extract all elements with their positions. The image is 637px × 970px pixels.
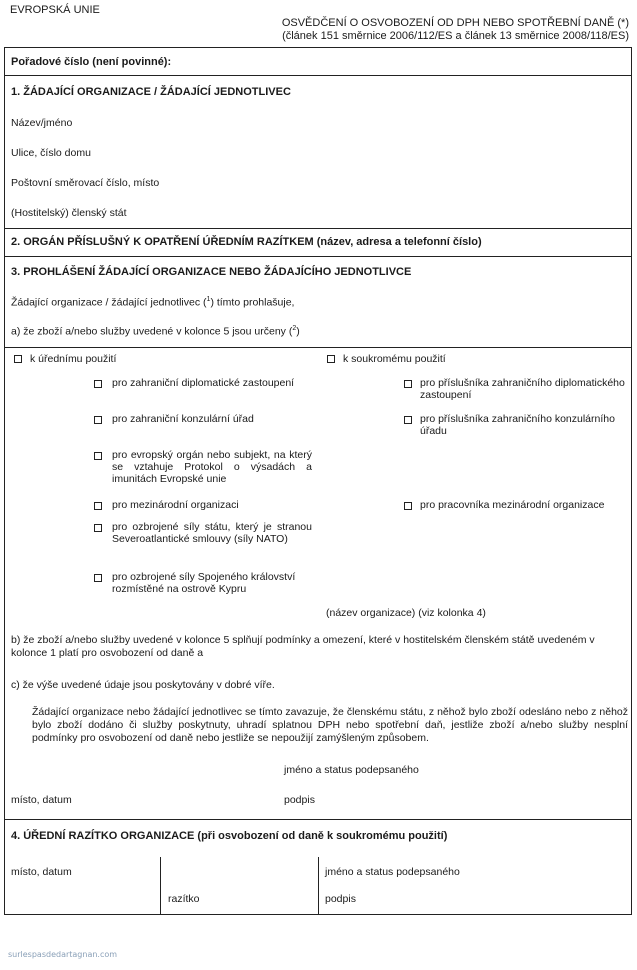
official-use-label: k úřednímu použití	[30, 353, 117, 365]
street-field-label: Ulice, číslo domu	[11, 147, 91, 159]
clause-c: c) že výše uvedené údaje jsou poskytovány v dobré víře.	[11, 679, 275, 691]
private-use-checkbox[interactable]	[327, 355, 335, 363]
undertaking-text: Žádající organizace nebo žádající jednotlivec se tímto zavazuje, že členskému státu, z něhož bylo zboží odesláno nebo z něhož bylo zboží dodáno či služby poskytnuty, uhradí splatnou DPH nebo spotřební daň, jestliže zboží a/nebo služby nesplní podmínky pro osvobození od daně nebo jestliže se nepoužijí zamýšleným způsobem.	[32, 706, 628, 744]
member-state-field-label: (Hostitelský) členský stát	[11, 207, 127, 219]
organization-name-note: (název organizace) (viz kolonka 4)	[326, 607, 486, 619]
section-3-title: 3. PROHLÁŠENÍ ŽÁDAJÍCÍ ORGANIZACE NEBO ŽÁDAJÍCÍHO JEDNOTLIVCE	[11, 266, 412, 278]
clause-a-text: )	[296, 325, 300, 338]
consular-office-checkbox[interactable]	[94, 416, 102, 424]
serial-number-label: Pořadové číslo (není povinné):	[11, 56, 172, 68]
clause-a	[11, 325, 300, 338]
signatory-name-status-label: jméno a status podepsaného	[284, 764, 419, 776]
section-4-title-bold: 4. ÚŘEDNÍ RAZÍTKO ORGANIZACE	[11, 830, 195, 842]
document-subtitle: (článek 151 směrnice 2006/112/ES a článek 13 směrnice 2008/118/ES)	[282, 30, 629, 42]
divider	[4, 228, 632, 229]
international-org-label: pro mezinárodní organizaci	[112, 499, 239, 511]
stamp-label: razítko	[168, 893, 200, 905]
uk-forces-cyprus-checkbox[interactable]	[94, 574, 102, 582]
section-1-title: 1. ŽÁDAJÍCÍ ORGANIZACE / ŽÁDAJÍCÍ JEDNOTLIVEC	[11, 86, 291, 98]
international-org-checkbox[interactable]	[94, 502, 102, 510]
international-org-staff-checkbox[interactable]	[404, 502, 412, 510]
section-4-title-rest: (při osvobození od daně k soukromému použití)	[197, 830, 448, 842]
international-org-staff-label: pro pracovníka mezinárodní organizace	[420, 499, 605, 511]
section-4-title	[11, 830, 447, 842]
eu-body-checkbox[interactable]	[94, 452, 102, 460]
divider	[160, 857, 161, 915]
official-use-checkbox[interactable]	[14, 355, 22, 363]
diplomatic-staff-checkbox[interactable]	[404, 380, 412, 388]
divider	[4, 256, 632, 257]
signature-label: podpis	[284, 794, 315, 806]
consular-staff-label: pro příslušníka zahraničního konzulárního úřadu	[420, 413, 615, 437]
declaration-text: ) tímto prohlašuje,	[210, 296, 295, 309]
section-2-title: 2. ORGÁN PŘÍSLUŠNÝ K OPATŘENÍ ÚŘEDNÍM RAZÍTKEM (název, adresa a telefonní číslo)	[11, 236, 482, 248]
section-4-signature-label: podpis	[325, 893, 356, 905]
divider	[4, 75, 632, 76]
section-4-name-status-label: jméno a status podepsaného	[325, 866, 460, 878]
divider	[4, 347, 632, 348]
nato-forces-checkbox[interactable]	[94, 524, 102, 532]
uk-forces-cyprus-label: pro ozbrojené síly Spojeného království rozmístěné na ostrově Kypru	[112, 571, 296, 595]
header-union: EVROPSKÁ UNIE	[10, 4, 100, 16]
clause-b: b) že zboží a/nebo služby uvedené v kolonce 5 splňují podmínky a omezení, které v hostitelském členském státě uvedeném v kolonce 1 platí pro osvobození od daně a	[11, 634, 595, 659]
divider	[4, 819, 632, 820]
postcode-field-label: Poštovní směrovací číslo, místo	[11, 177, 160, 189]
diplomatic-mission-checkbox[interactable]	[94, 380, 102, 388]
source-watermark: surlespasdedartagnan.com	[8, 950, 118, 959]
document-title: OSVĚDČENÍ O OSVOBOZENÍ OD DPH NEBO SPOTŘEBNÍ DANĚ (*)	[281, 17, 629, 29]
divider	[318, 857, 319, 915]
clause-a-text: a) že zboží a/nebo služby uvedené v kolonce 5 jsou určeny (	[11, 325, 293, 338]
diplomatic-staff-label: pro příslušníka zahraničního diplomatického zastoupení	[420, 377, 625, 401]
consular-staff-checkbox[interactable]	[404, 416, 412, 424]
private-use-label: k soukromému použití	[343, 353, 446, 365]
name-field-label: Název/jméno	[11, 117, 73, 129]
diplomatic-mission-label: pro zahraniční diplomatické zastoupení	[112, 377, 295, 389]
eu-body-label: pro evropský orgán nebo subjekt, na který se vztahuje Protokol o výsadách a imunitách Evropské unie	[112, 449, 312, 485]
declaration-text: Žádající organizace / žádající jednotlivec (	[11, 296, 207, 309]
footnote-ref: 1	[206, 296, 211, 303]
declaration-intro	[11, 296, 294, 309]
consular-office-label: pro zahraniční konzulární úřad	[112, 413, 254, 425]
place-date-label: místo, datum	[11, 794, 72, 806]
footnote-ref: 2	[292, 325, 297, 332]
nato-forces-label: pro ozbrojené síly státu, který je stranou Severoatlantické smlouvy (síly NATO)	[112, 521, 312, 545]
section-4-place-date-label: místo, datum	[11, 866, 72, 878]
